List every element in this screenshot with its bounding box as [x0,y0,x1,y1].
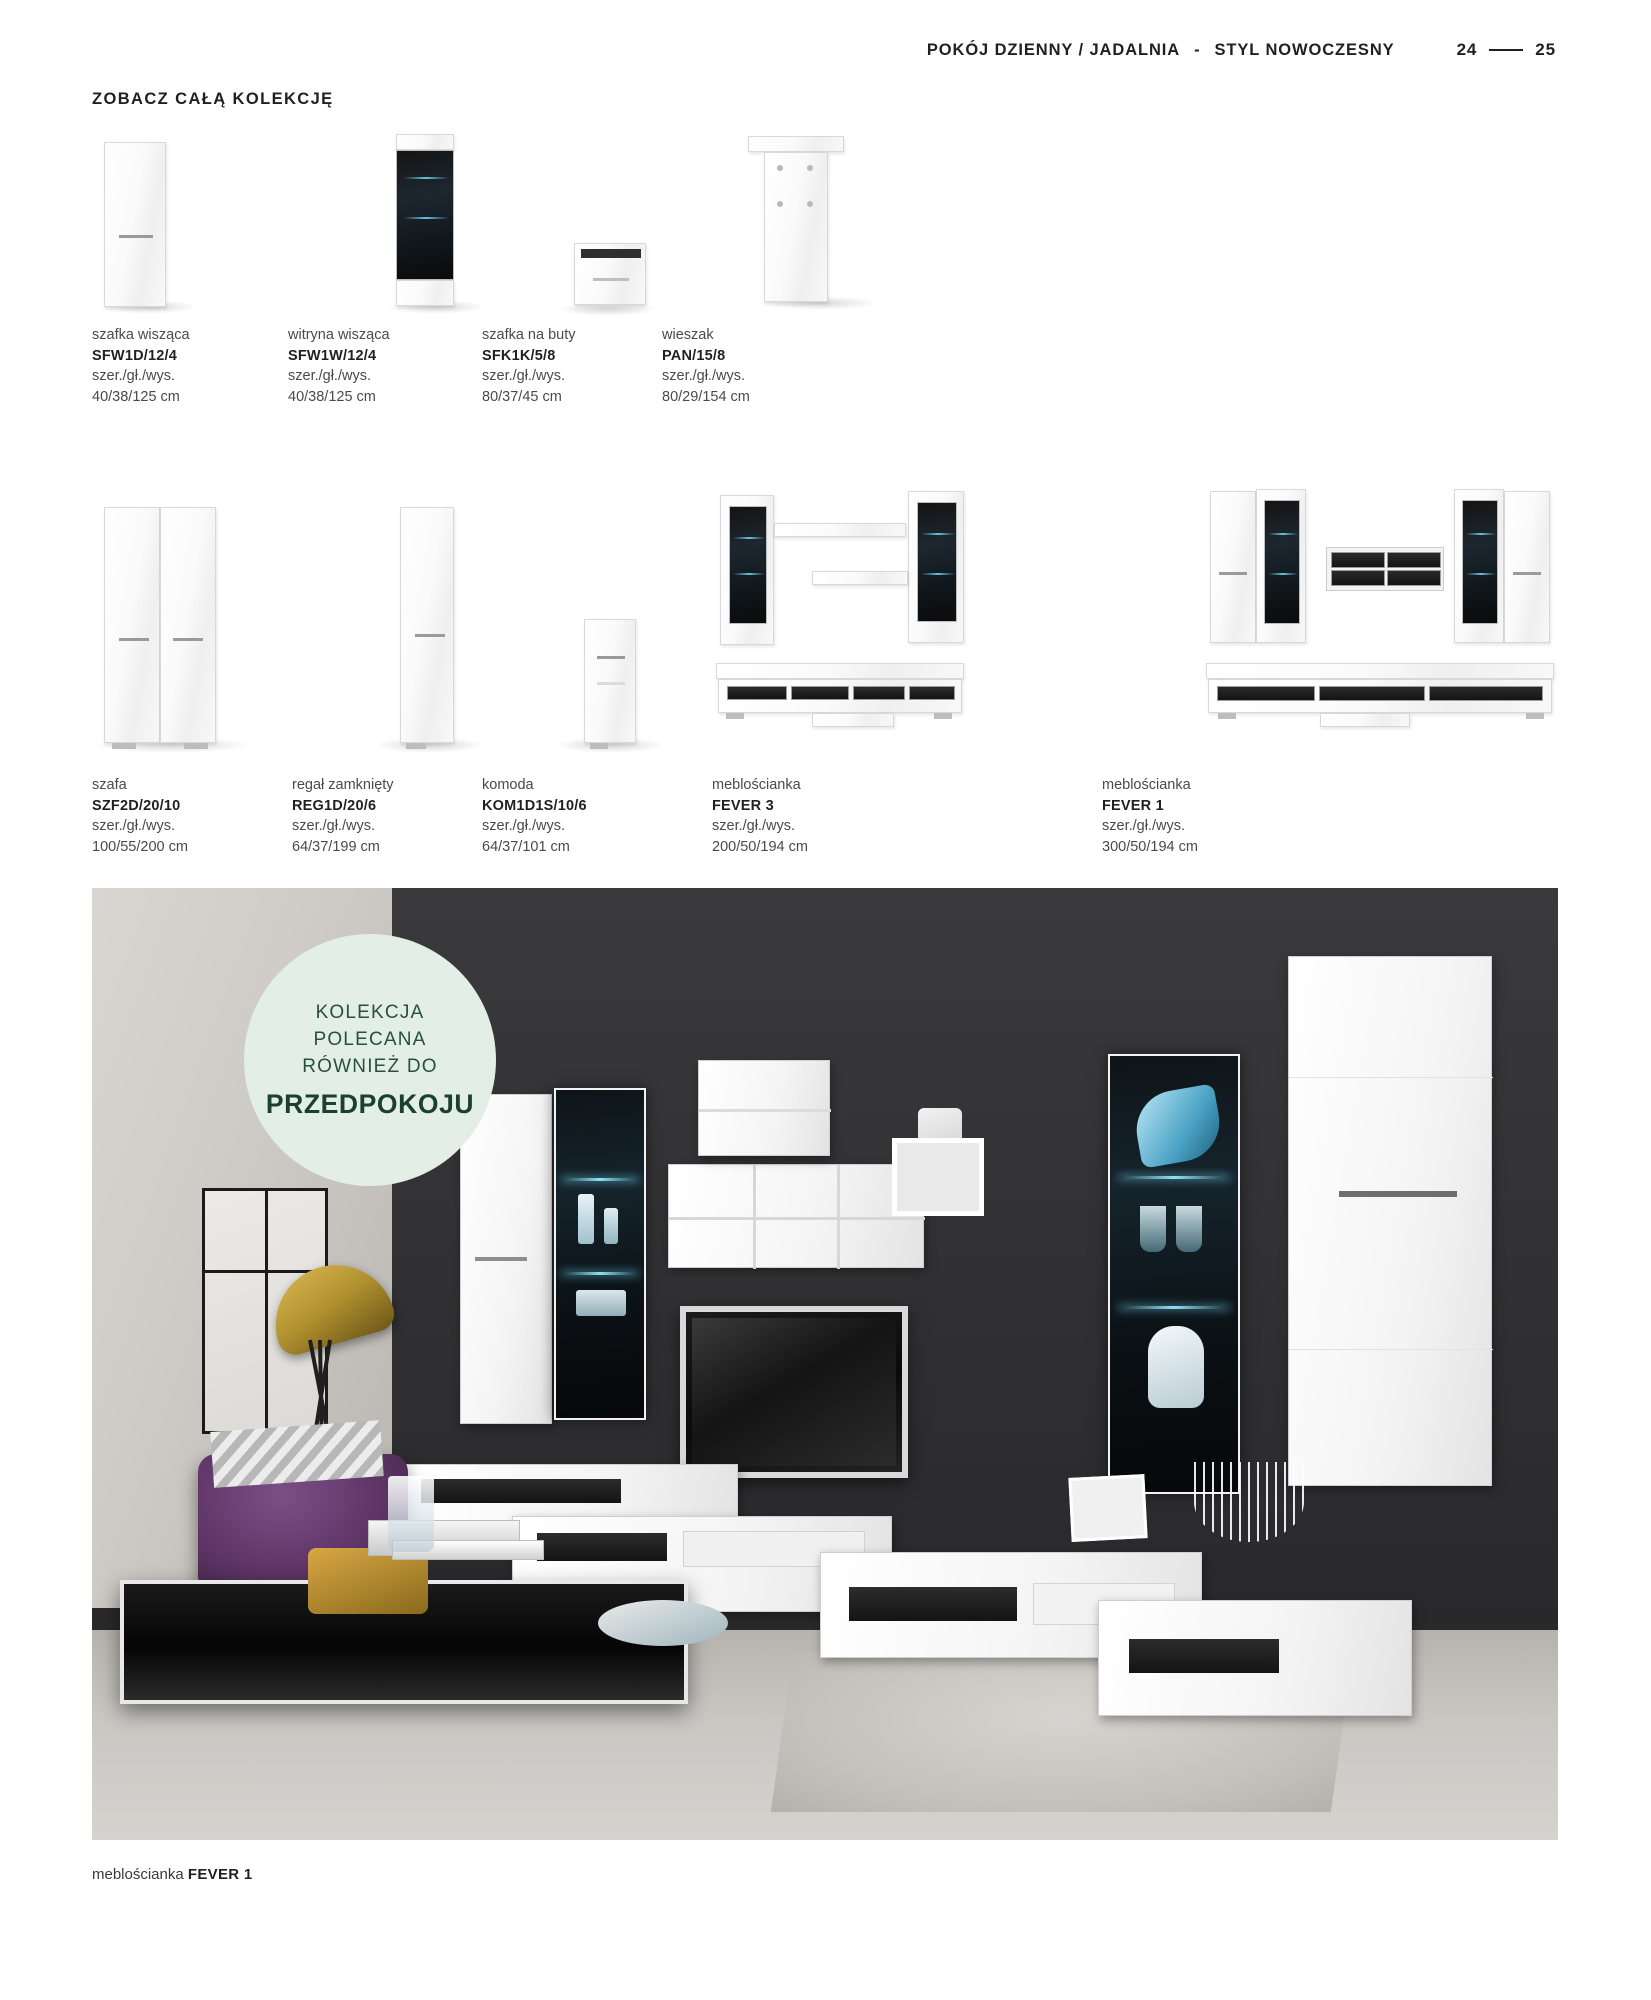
product-dim-label: szer./gł./wys. [92,818,175,835]
photo-cabinet-left [460,1094,552,1424]
shelf-divider [669,1217,925,1220]
bookcase-handle [415,634,445,637]
photo-caption-prefix: meblościanka [92,1866,188,1883]
product-dim-label: szer./gł./wys. [482,818,565,835]
bookcase-body [400,507,454,743]
wardrobe-handle [173,638,203,641]
product-dimensions: 200/50/194 cm [712,838,808,855]
photo-picture-frame [1068,1474,1147,1542]
badge-main-text: PRZEDPOKOJU [265,1088,475,1119]
shelf-led-glow [561,1178,638,1181]
page-number-divider [1489,49,1523,51]
product-dim-label: szer./gł./wys. [712,818,795,835]
tv-stand-foot [1526,713,1544,719]
product-dimensions: 40/38/125 cm [92,388,180,405]
photo-glass-tumbler [388,1476,434,1552]
product-code: FEVER 1 [1102,797,1164,814]
header-separator: - [1194,40,1201,59]
header-style: STYL NOWOCZESNY [1214,40,1395,59]
badge-line-2: POLECANA [313,1029,427,1051]
header-category: POKÓJ DZIENNY / JADALNIA [926,40,1181,59]
wall-unit-vitrine-left [720,495,774,645]
tv-unit-drawer [849,1587,1017,1621]
cabinet-handle [475,1257,527,1261]
shelf-led-glow [1268,573,1298,575]
photo-table-plate [598,1600,728,1646]
shelf-led-glow [921,533,955,535]
product-image-reg1d [292,485,482,775]
photo-tv-unit-4 [1098,1600,1412,1716]
decor-glass [1140,1206,1166,1252]
vitrine-base [396,280,454,306]
shelf-led-glow [733,573,765,575]
wall-unit-vitrine-2 [1454,489,1504,643]
vitrine-glass [1264,500,1300,624]
photo-wall-niche [698,1060,830,1156]
coat-rack-panel [764,152,828,302]
shelf-led-glow [1466,533,1496,535]
wall-unit-panel-1 [1210,491,1256,643]
vitrine-glass [729,506,767,624]
product-dimensions: 40/38/125 cm [288,388,376,405]
decor-sculpture [1130,1083,1225,1168]
product-card-pan [662,130,892,407]
tv-stand-drawer [791,686,849,700]
cabinet-handle [119,235,153,238]
wardrobe-seam [1289,1077,1493,1078]
product-caption-reg1d [292,775,482,857]
wardrobe-foot [184,743,208,749]
product-code: SFW1D/12/4 [92,347,177,364]
tv-stand-top [716,663,964,679]
photo-vitrine-right [1108,1054,1240,1494]
vitrine-glass [917,502,957,622]
page-header [0,30,1651,70]
photo-throw-blanket [210,1420,383,1488]
shelf-led-glow [1268,533,1298,535]
tv-unit-drawer [421,1479,621,1503]
photo-caption [92,1866,253,1883]
shelf-cubby [1331,552,1385,568]
product-caption-szf2d [92,775,292,857]
product-name: meblościanka [1102,777,1191,793]
product-caption-kom1d1s [482,775,682,857]
wardrobe-door-right [160,507,216,743]
product-card-fever1 [1102,485,1542,857]
hook-icon [777,165,783,171]
product-image-fever3 [712,485,1092,775]
vitrine-glass [396,150,454,280]
product-caption-fever3 [712,775,1092,857]
tv-stand-plinth [1320,713,1410,727]
tv-stand-plinth [812,713,894,727]
shelf-cubby [1387,552,1441,568]
photo-wire-basket [1194,1462,1304,1542]
product-name: szafka na buty [482,327,576,343]
wall-shelf-upper [774,523,906,537]
product-caption-pan [662,325,892,407]
tv-stand-body [718,679,962,713]
product-code: FEVER 3 [712,797,774,814]
product-dimensions: 64/37/199 cm [292,838,380,855]
product-code: REG1D/20/6 [292,797,377,814]
product-name: szafa [92,777,127,793]
decor-glass [1176,1206,1202,1252]
photo-caption-code: FEVER 1 [187,1866,253,1883]
shelf-led-glow [561,1272,638,1275]
product-dimensions: 100/55/200 cm [92,838,188,855]
product-name: komoda [482,777,534,793]
product-dimensions: 300/50/194 cm [1102,838,1198,855]
product-dim-label: szer./gł./wys. [482,368,565,385]
dresser-seam [597,682,625,685]
tv-stand-foot [934,713,952,719]
shelf-led-glow [403,217,449,219]
decor-vase [1148,1326,1204,1408]
product-dim-label: szer./gł./wys. [92,368,175,385]
product-image-szf2d [92,485,292,775]
product-name: witryna wisząca [288,327,390,343]
product-image-sfk1k [482,130,682,325]
product-code: SFK1K/5/8 [482,347,556,364]
page-number-left: 24 [1456,40,1478,59]
shelf-cubby [1387,570,1441,586]
product-caption-fever1 [1102,775,1542,857]
tv-stand-top [1206,663,1554,679]
product-dim-label: szer./gł./wys. [288,368,371,385]
product-dim-label: szer./gł./wys. [1102,818,1185,835]
product-dim-label: szer./gł./wys. [292,818,375,835]
product-card-sfk1k [482,130,682,407]
shoe-cabinet-top-strip [581,249,641,258]
shoe-cabinet-body [574,243,646,305]
wall-unit-vitrine-1 [1256,489,1306,643]
photo-picture-frame [892,1138,984,1216]
badge-line-3: RÓWNIEŻ DO [302,1055,438,1077]
vitrine-glass [1462,500,1498,624]
shelf-led-glow [403,177,449,179]
product-name: meblościanka [712,777,801,793]
decor-bottle [604,1208,618,1244]
tv-stand-body [1208,679,1552,713]
page-numbers [1457,40,1556,60]
product-card-szf2d [92,485,292,857]
shelf-divider [699,1109,831,1112]
wall-unit-panel-2 [1504,491,1550,643]
wall-shelf-lower [812,571,908,585]
tv-unit-drawer [1129,1639,1279,1673]
badge-line-1: KOLEKCJA [315,1002,425,1024]
product-dimensions: 64/37/101 cm [482,838,570,855]
product-code: SZF2D/20/10 [92,797,181,814]
tv-stand-drawer [909,686,955,700]
tv-stand-drawer [1319,686,1425,701]
tv-stand-drawer [853,686,905,700]
product-image-kom1d1s [482,485,682,775]
shelf-cubby [1331,570,1385,586]
product-name: wieszak [662,327,714,343]
panel-handle [1219,572,1247,575]
hook-icon [807,165,813,171]
product-code: KOM1D1S/10/6 [482,797,587,814]
shelf-led-glow [733,537,765,539]
tv-stand-drawer [1217,686,1315,701]
wardrobe-door-left [104,507,160,743]
photo-wardrobe-right [1288,956,1492,1486]
product-code: PAN/15/8 [662,347,726,364]
shelf-led-glow [921,573,955,575]
decor-bottle [578,1194,594,1244]
coat-rack-shelf [748,136,844,152]
vitrine-top [396,134,454,150]
product-dimensions: 80/37/45 cm [482,388,562,405]
product-image-pan [662,130,892,325]
wardrobe-seam [1289,1349,1493,1350]
shoe-cabinet-handle [593,278,629,281]
wardrobe-foot [112,743,136,749]
product-card-fever3 [712,485,1092,857]
dresser-handle [597,656,625,659]
product-code: SFW1W/12/4 [288,347,377,364]
shelf-led-glow [1466,573,1496,575]
tv-stand-drawer [1429,686,1543,701]
tv-stand-foot [726,713,744,719]
product-card-kom1d1s [482,485,682,857]
bookcase-foot [406,743,426,749]
product-name: szafka wisząca [92,327,190,343]
product-caption-sfk1k [482,325,682,407]
hook-icon [807,201,813,207]
wall-unit-vitrine-right [908,491,964,643]
wardrobe-handle [119,638,149,641]
tv-screen [692,1318,896,1466]
product-dim-label: szer./gł./wys. [662,368,745,385]
product-dimensions: 80/29/154 cm [662,388,750,405]
product-card-reg1d [292,485,482,857]
tv-unit-drawer [537,1533,667,1561]
tv-stand-drawer [727,686,787,700]
wardrobe-handle [1339,1191,1457,1197]
decor-box [576,1290,626,1316]
photo-open-shelf [668,1164,924,1268]
shelf-led-glow [1118,1176,1231,1179]
cabinet-body [104,142,166,307]
room-photo [92,888,1558,1840]
product-name: regał zamknięty [292,777,394,793]
photo-vitrine-left [554,1088,646,1420]
dresser-body [584,619,636,743]
product-image-fever1 [1102,485,1542,775]
section-title: ZOBACZ CAŁĄ KOLEKCJĘ [92,90,334,108]
shelf-led-glow [1118,1306,1231,1309]
hook-icon [777,201,783,207]
recommendation-badge [244,934,496,1186]
wall-unit-center-shelf [1326,547,1444,591]
tv-stand-foot [1218,713,1236,719]
panel-handle [1513,572,1541,575]
page-number-right: 25 [1535,40,1556,59]
dresser-foot [590,743,608,749]
photo-tv [680,1306,908,1478]
